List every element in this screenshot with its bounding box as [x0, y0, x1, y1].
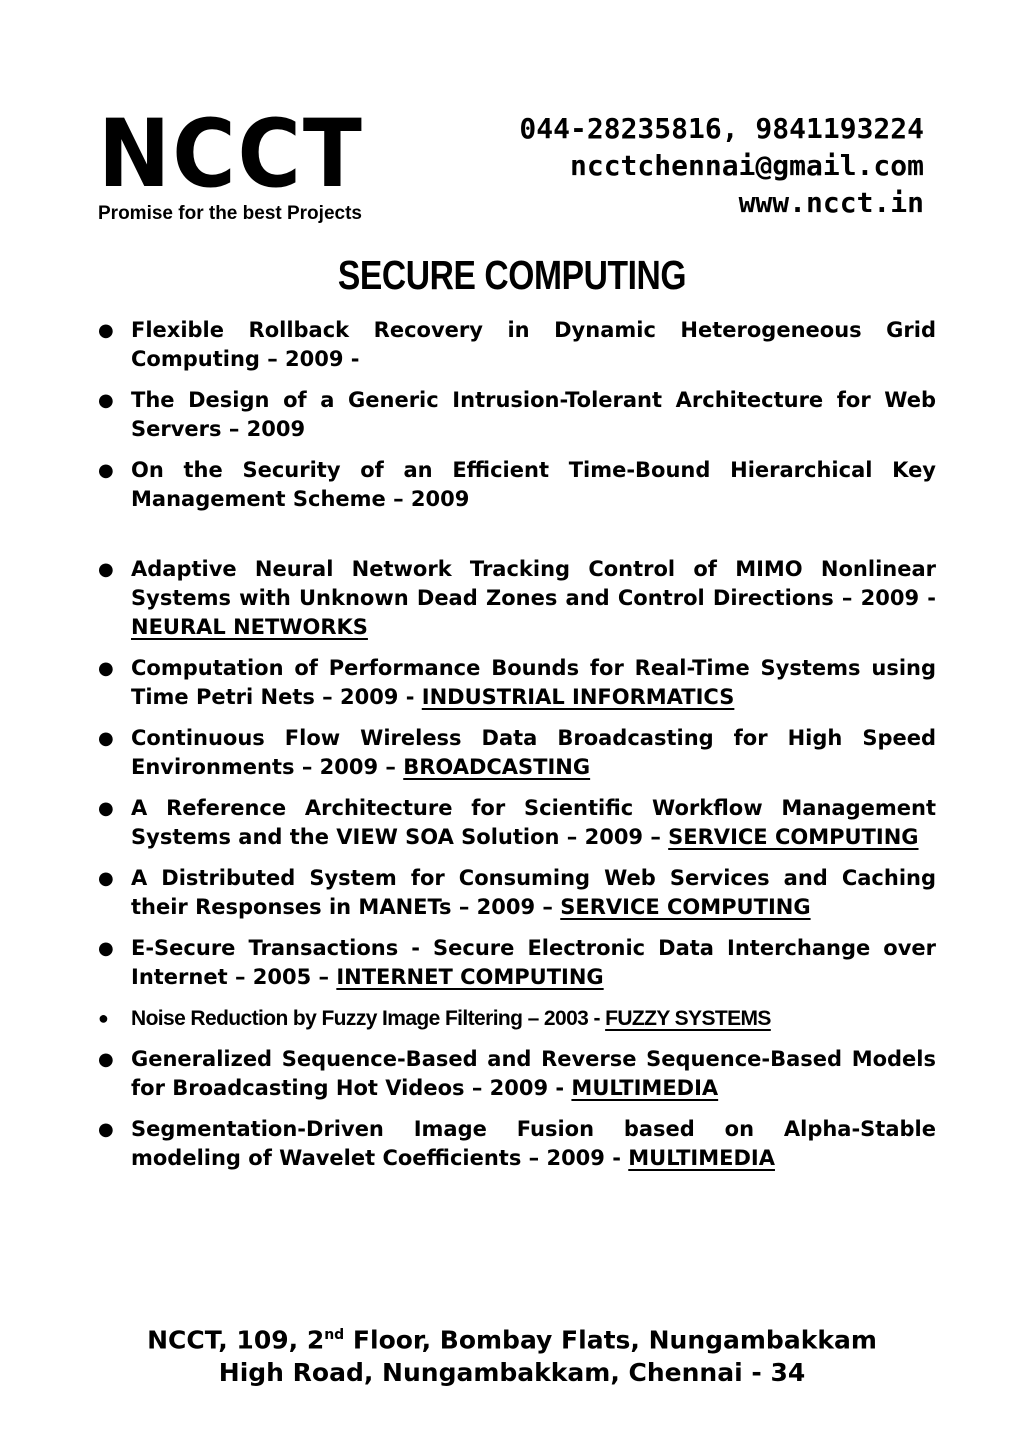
item-text: A Reference Architecture for Scientific Workflow Management Systems and the VIEW SOA Solution – 2009 – — [131, 796, 936, 849]
category-tag: FUZZY SYSTEMS — [605, 1007, 771, 1030]
list-item — [96, 864, 936, 922]
bullet-icon: ● — [98, 1008, 109, 1028]
address-line-1 — [0, 1319, 1024, 1356]
item-text: Adaptive Neural Network Tracking Control of MIMO Nonlinear Systems with Unknown Dead Zones and Control Directions – 2009 - — [131, 557, 936, 610]
list-item — [96, 456, 936, 514]
category-tag: BROADCASTING — [403, 755, 591, 779]
category-tag: INDUSTRIAL INFORMATICS — [421, 685, 735, 709]
category-tag: SERVICE COMPUTING — [560, 895, 811, 919]
page-title: SECURE COMPUTING — [337, 252, 687, 298]
list-item — [96, 316, 936, 374]
item-text: The Design of a Generic Intrusion-Tolerant Architecture for Web Servers – 2009 — [131, 388, 936, 441]
item-text: On the Security of an Efficient Time-Bound Hierarchical Key Management Scheme – 2009 — [131, 458, 936, 511]
list-item — [96, 654, 936, 712]
bullet-icon: ● — [98, 320, 114, 341]
item-text: Generalized Sequence-Based and Reverse Sequence-Based Models for Broadcasting Hot Videos – 2009 - — [131, 1047, 936, 1100]
bullet-icon: ● — [98, 390, 114, 411]
list-item — [96, 555, 936, 642]
category-tag: NEURAL NETWORKS — [131, 615, 368, 639]
list-item — [96, 386, 936, 444]
item-text: A Distributed System for Consuming Web Services and Caching their Responses in MANETs – 2009 – — [131, 866, 936, 919]
category-tag: INTERNET COMPUTING — [336, 965, 604, 989]
footer-address — [0, 1319, 1024, 1389]
phone-numbers: 044-28235816, 9841193224 — [519, 112, 924, 145]
bullet-icon: ● — [98, 728, 114, 749]
contact-block — [519, 110, 924, 221]
email-address: ncctchennai@gmail.com — [569, 149, 924, 182]
address-part: Floor, Bombay Flats, Nungambakkam — [344, 1325, 877, 1355]
bullet-icon: ● — [98, 938, 114, 959]
bullet-icon: ● — [98, 868, 114, 889]
bullet-icon: ● — [98, 658, 114, 679]
bullet-icon: ● — [98, 1119, 114, 1140]
list-item — [96, 1004, 936, 1033]
project-list — [96, 316, 936, 1185]
list-item — [96, 934, 936, 992]
item-text: Segmentation-Driven Image Fusion based on Alpha-Stable modeling of Wavelet Coefficients – 2009 - — [131, 1117, 936, 1170]
list-item — [96, 1115, 936, 1173]
list-item — [96, 1045, 936, 1103]
category-tag: SERVICE COMPUTING — [668, 825, 919, 849]
item-text: Noise Reduction by Fuzzy Image Filtering – 2003 - — [131, 1007, 606, 1030]
address-part: NCCT, 109, 2 — [147, 1325, 325, 1355]
bullet-icon: ● — [98, 460, 114, 481]
category-tag: MULTIMEDIA — [571, 1076, 719, 1100]
list-item — [96, 724, 936, 782]
item-text: Continuous Flow Wireless Data Broadcasting for High Speed Environments – 2009 – — [131, 726, 936, 779]
ordinal-suffix: nd — [324, 1327, 345, 1343]
category-tag: MULTIMEDIA — [628, 1146, 775, 1170]
list-item — [96, 794, 936, 852]
website-url: www.ncct.in — [738, 186, 924, 219]
address-line-2: High Road, Nungambakkam, Chennai - 34 — [218, 1358, 806, 1388]
logo: NCCT — [98, 100, 364, 209]
bullet-icon: ● — [98, 1049, 114, 1070]
item-text: Computation of Performance Bounds for Real-Time Systems using Time Petri Nets – 2009 - — [131, 656, 936, 709]
item-text: E-Secure Transactions - Secure Electronic Data Interchange over Internet – 2005 – — [131, 936, 936, 989]
bullet-icon: ● — [98, 798, 114, 819]
bullet-icon: ● — [98, 559, 114, 580]
item-text: Flexible Rollback Recovery in Dynamic Heterogeneous Grid Computing – 2009 - — [131, 318, 936, 371]
tagline: Promise for the best Projects — [98, 203, 362, 224]
